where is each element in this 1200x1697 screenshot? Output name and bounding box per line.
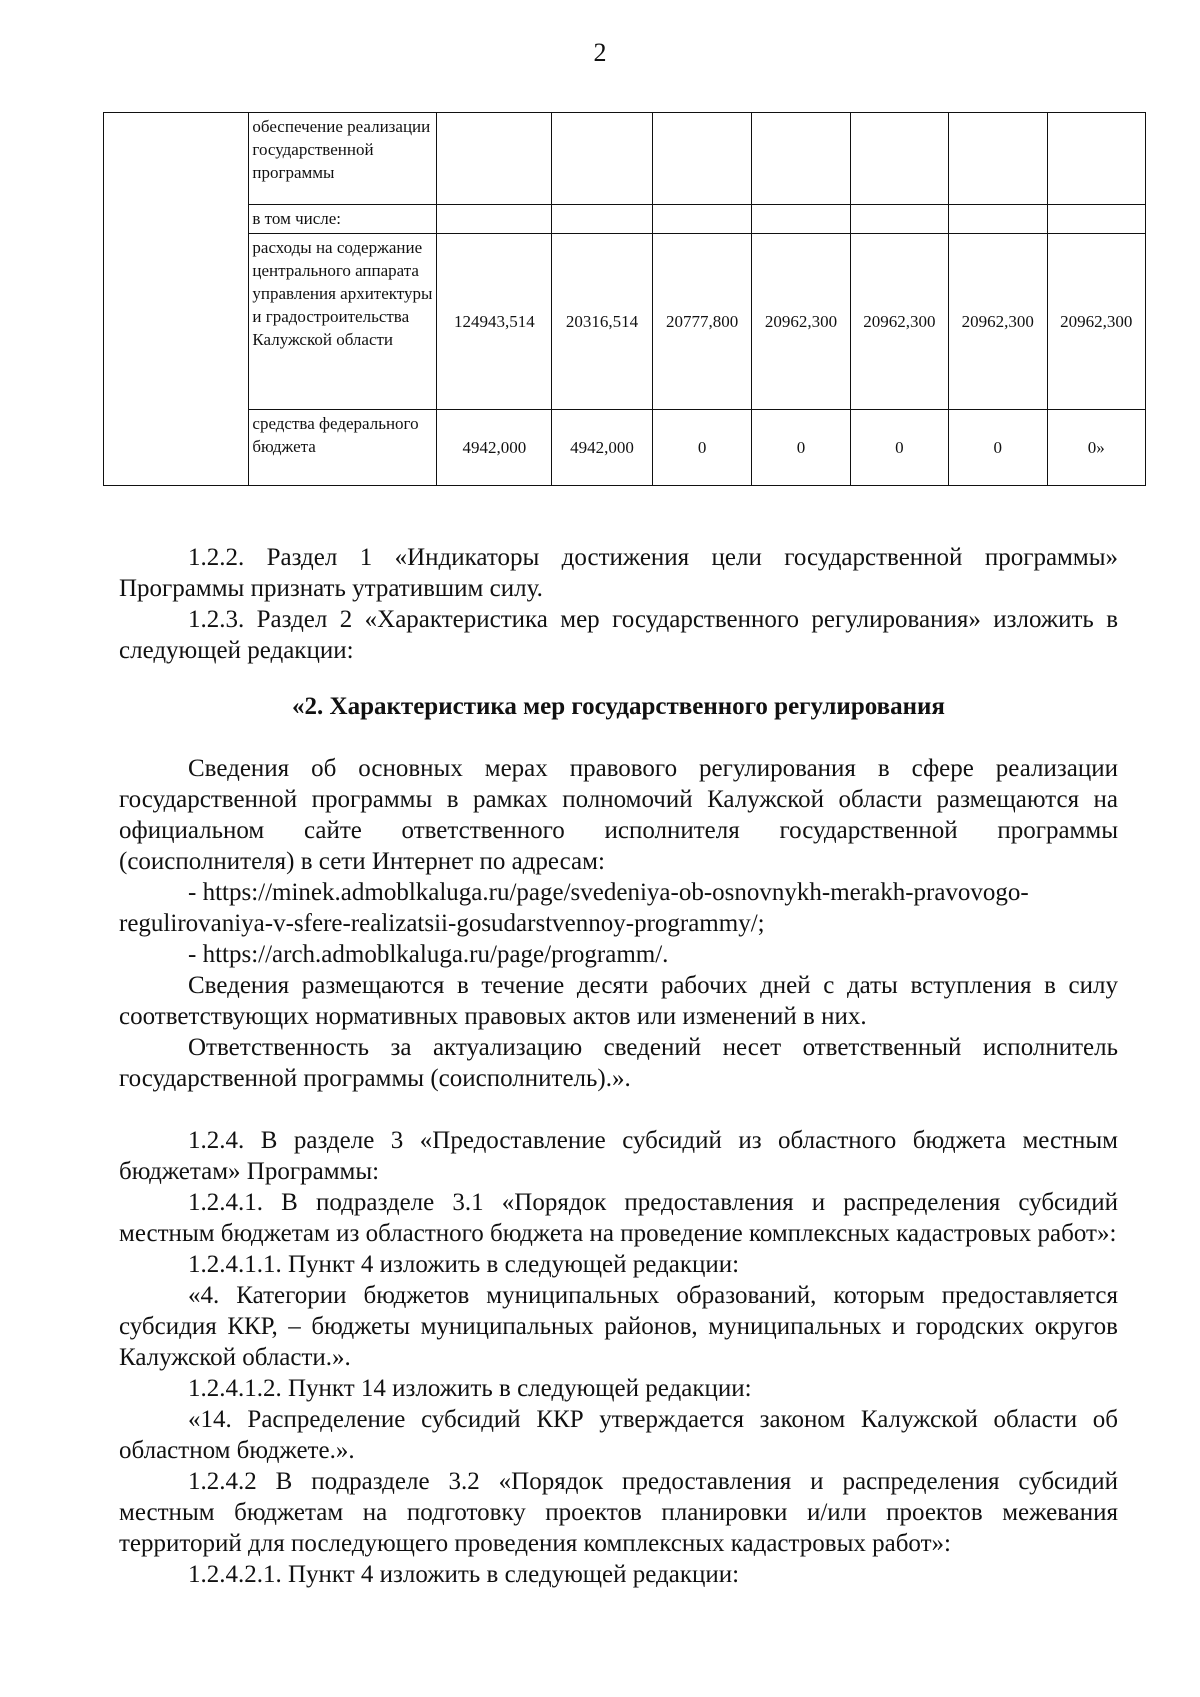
value-cell: 20962,300 [752,234,850,410]
value-cell [552,113,653,205]
value-cell: 4942,000 [552,410,653,486]
budget-table [103,112,1146,486]
value-cell [437,205,552,234]
value-cell: 20962,300 [850,234,948,410]
value-cell: 0 [850,410,948,486]
section-heading: «2. Характеристика мер государственного регулирования [292,693,945,720]
value-cell [850,205,948,234]
url-minek: - https://minek.admoblkaluga.ru/page/svedeniya-ob-osnovnykh-merakh-pravovogo-regulirovaniya-v-sfere-realizatsii-gosudarstvennoy-programmy/; [119,879,1029,937]
value-cell [1047,205,1146,234]
paragraph-1-2-4-2: 1.2.4.2 В подразделе 3.2 «Порядок предоставления и распределения субсидий местным бюджетам на подготовку проектов планировки и/или проектов межевания территорий для последующего проведения комплексных кадастровых работ»: [119,1468,1118,1557]
paragraph-placement: Сведения размещаются в течение десяти рабочих дней с даты вступления в силу соответствующих нормативных правовых актов или изменений в них. [119,972,1118,1030]
row-label: обеспечение реализации государственной программы [249,113,437,205]
table-row [104,410,1146,486]
value-cell: 0 [949,410,1047,486]
paragraph-1-2-3: 1.2.3. Раздел 2 «Характеристика мер государственного регулирования» изложить в следующей редакции: [119,606,1118,664]
table-row [104,234,1146,410]
paragraph-1-2-4-1-2: 1.2.4.1.2. Пункт 14 изложить в следующей редакции: [188,1375,752,1402]
row-label: средства федерального бюджета [249,410,437,486]
value-cell: 20777,800 [652,234,751,410]
table-row [104,205,1146,234]
value-cell [752,113,850,205]
table-row [104,113,1146,205]
value-cell [1047,113,1146,205]
value-cell: 4942,000 [437,410,552,486]
paragraph-point-14: «14. Распределение субсидий ККР утверждается законом Калужской области об областном бюджете.». [119,1406,1118,1464]
paragraph-1-2-4-1: 1.2.4.1. В подразделе 3.1 «Порядок предоставления и распределения субсидий местным бюджетам из областного бюджета на проведение комплексных кадастровых работ»: [119,1189,1118,1247]
value-cell [949,205,1047,234]
paragraph-svedeniya: Сведения об основных мерах правового регулирования в сфере реализации государственной программы в рамках полномочий Калужской области размещаются на официальном сайте ответственного исполнителя государственной программы (соисполнителя) в сети Интернет по адресам: [119,755,1118,875]
paragraph-1-2-4-2-1: 1.2.4.2.1. Пункт 4 изложить в следующей редакции: [188,1561,740,1588]
empty-first-cell [104,113,249,486]
value-cell: 0» [1047,410,1146,486]
document-body [119,542,1118,1590]
paragraph-point-4: «4. Категории бюджетов муниципальных образований, которым предоставляется субсидия ККР, – бюджеты муниципальных районов, муниципальных и городских округов Калужской области.». [119,1282,1118,1371]
value-cell: 124943,514 [437,234,552,410]
value-cell: 0 [752,410,850,486]
value-cell: 0 [652,410,751,486]
value-cell: 20962,300 [1047,234,1146,410]
value-cell [437,113,552,205]
value-cell [850,113,948,205]
value-cell [752,205,850,234]
paragraph-1-2-4-1-1: 1.2.4.1.1. Пункт 4 изложить в следующей редакции: [188,1251,740,1278]
value-cell [949,113,1047,205]
paragraph-responsibility: Ответственность за актуализацию сведений несет ответственный исполнитель государственной программы (соисполнитель).». [119,1034,1118,1092]
value-cell [652,113,751,205]
value-cell: 20962,300 [949,234,1047,410]
paragraph-1-2-4: 1.2.4. В разделе 3 «Предоставление субсидий из областного бюджета местным бюджетам» Программы: [119,1127,1118,1185]
page-number: 2 [593,38,607,67]
url-arch: - https://arch.admoblkaluga.ru/page/programm/. [188,941,669,968]
value-cell [652,205,751,234]
row-label: в том числе: [249,205,437,234]
value-cell [552,205,653,234]
paragraph-1-2-2: 1.2.2. Раздел 1 «Индикаторы достижения цели государственной программы» Программы признать утратившим силу. [119,544,1118,602]
row-label: расходы на содержание центрального аппарата управления архитектуры и градостроительства Калужской области [249,234,437,410]
value-cell: 20316,514 [552,234,653,410]
